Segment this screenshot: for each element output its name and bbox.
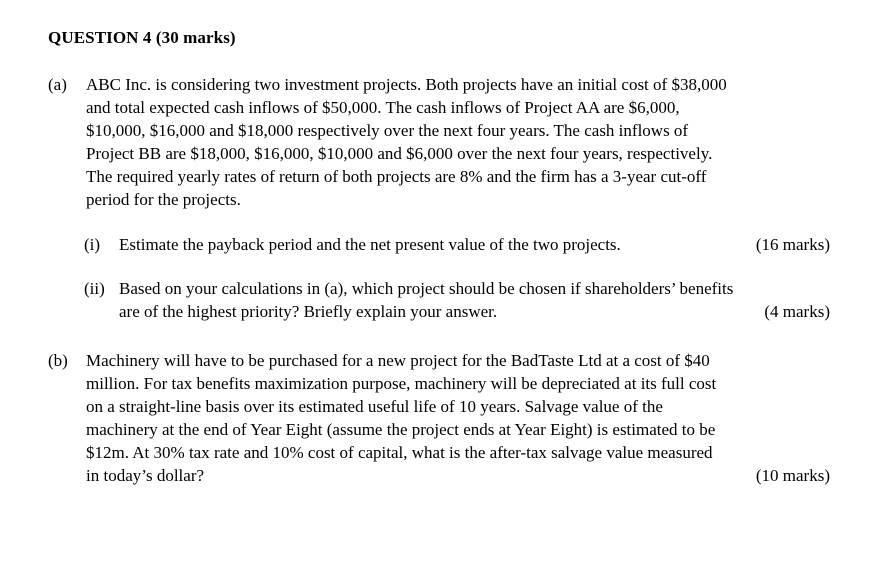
part-b-line: million. For tax benefits maximization purpose, machinery will be depreciated at its full cost [86, 374, 717, 393]
part-a-line: ABC Inc. is considering two investment projects. Both projects have an initial cost of $38,000 [86, 75, 727, 94]
sub-i-text: Estimate the payback period and the net present value of the two projects. [119, 235, 621, 254]
part-b [48, 349, 830, 487]
part-b-line: Machinery will have to be purchased for a new project for the BadTaste Ltd at a cost of $40 [86, 351, 710, 370]
part-b-line: machinery at the end of Year Eight (assume the project ends at Year Eight) is estimated to be [86, 420, 716, 439]
part-a-line: and total expected cash inflows of $50,000. The cash inflows of Project AA are $6,000, [86, 98, 680, 117]
part-b-marks: (10 marks) [755, 466, 830, 485]
part-a-line: Project BB are $18,000, $16,000, $10,000 and $6,000 over the next four years, respectively. [86, 144, 713, 163]
sub-question-ii [84, 277, 830, 323]
sub-ii-label: (ii) [84, 279, 105, 298]
sub-question-i [84, 233, 830, 256]
part-b-line: $12m. At 30% tax rate and 10% cost of capital, what is the after-tax salvage value measured [86, 443, 713, 462]
part-b-line: on a straight-line basis over its estimated useful life of 10 years. Salvage value of the [86, 397, 663, 416]
sub-ii-line: Based on your calculations in (a), which project should be chosen if shareholders’ benefits [119, 279, 734, 298]
part-a-text [86, 73, 830, 211]
part-a-label: (a) [48, 75, 67, 94]
sub-ii-marks: (4 marks) [764, 302, 830, 321]
sub-ii-line: are of the highest priority? Briefly explain your answer. [119, 302, 498, 321]
part-a [48, 73, 830, 211]
part-b-label: (b) [48, 351, 68, 370]
sub-i-label: (i) [84, 235, 101, 254]
sub-i-marks: (16 marks) [755, 235, 830, 254]
part-b-text [86, 349, 830, 487]
part-b-last-line: in today’s dollar? [86, 466, 205, 485]
part-a-line: period for the projects. [86, 190, 241, 209]
part-a-line: $10,000, $16,000 and $18,000 respectively over the next four years. The cash inflows of [86, 121, 689, 140]
question-heading: QUESTION 4 (30 marks) [48, 28, 236, 47]
part-a-line: The required yearly rates of return of both projects are 8% and the firm has a 3-year cut-off [86, 167, 707, 186]
